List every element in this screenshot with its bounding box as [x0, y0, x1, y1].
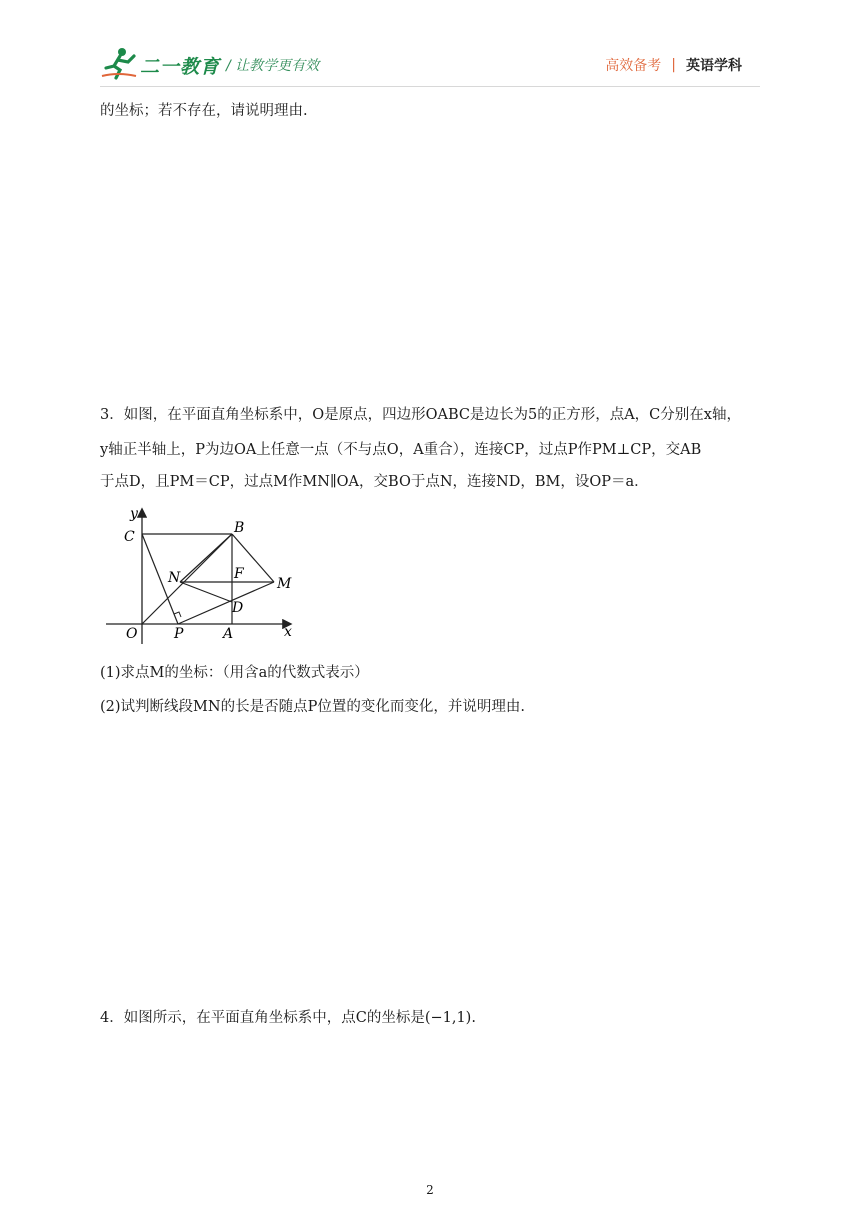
- header-right: [605, 55, 742, 75]
- q3-line-3: 于点D，且PM＝CP，过点M作MN∥OA，交BO于点N，连接ND，BM，设OP＝a．: [100, 474, 649, 490]
- label-O: O: [126, 626, 138, 642]
- geometry-figure: [100, 504, 300, 646]
- page-number: 2: [426, 1183, 434, 1197]
- label-x: x: [284, 624, 292, 640]
- logo-text: 二一教育: [140, 56, 221, 78]
- header-tag-subject: 英语学科: [686, 58, 742, 74]
- header-divider: [100, 86, 760, 87]
- label-N: N: [168, 570, 181, 586]
- label-A: A: [223, 626, 234, 642]
- header-tag-exam: 高效备考: [605, 58, 662, 74]
- label-y: y: [130, 506, 138, 522]
- label-B: B: [234, 520, 245, 536]
- label-D: D: [232, 600, 244, 616]
- label-F: F: [234, 566, 244, 582]
- q3-line-1: 3．如图，在平面直角坐标系中，O是原点，四边形OABC是边长为5的正方形，点A，C分别在x轴，: [100, 407, 741, 423]
- prev-question-tail: 的坐标；若不存在，请说明理由.: [100, 103, 308, 119]
- header-separator: |: [671, 57, 676, 73]
- label-P: P: [174, 626, 184, 642]
- label-M: M: [277, 576, 292, 592]
- q3-sub-2: (2)试判断线段MN的长是否随点P位置的变化而变化，并说明理由.: [100, 699, 525, 715]
- q3-sub-1: (1)求点M的坐标：（用含a的代数式表示）: [100, 665, 369, 681]
- label-C: C: [124, 529, 135, 545]
- page-header: [100, 38, 760, 88]
- q4-line-1: 4．如图所示，在平面直角坐标系中，点C的坐标是(−1,1).: [100, 1010, 476, 1026]
- slogan: / 让教学更有效: [226, 58, 320, 74]
- q3-line-2: y轴正半轴上，P为边OA上任意一点（不与点O，A重合），连接CP，过点P作PM⊥CP，交AB: [100, 442, 702, 458]
- runner-logo-icon: [100, 46, 138, 80]
